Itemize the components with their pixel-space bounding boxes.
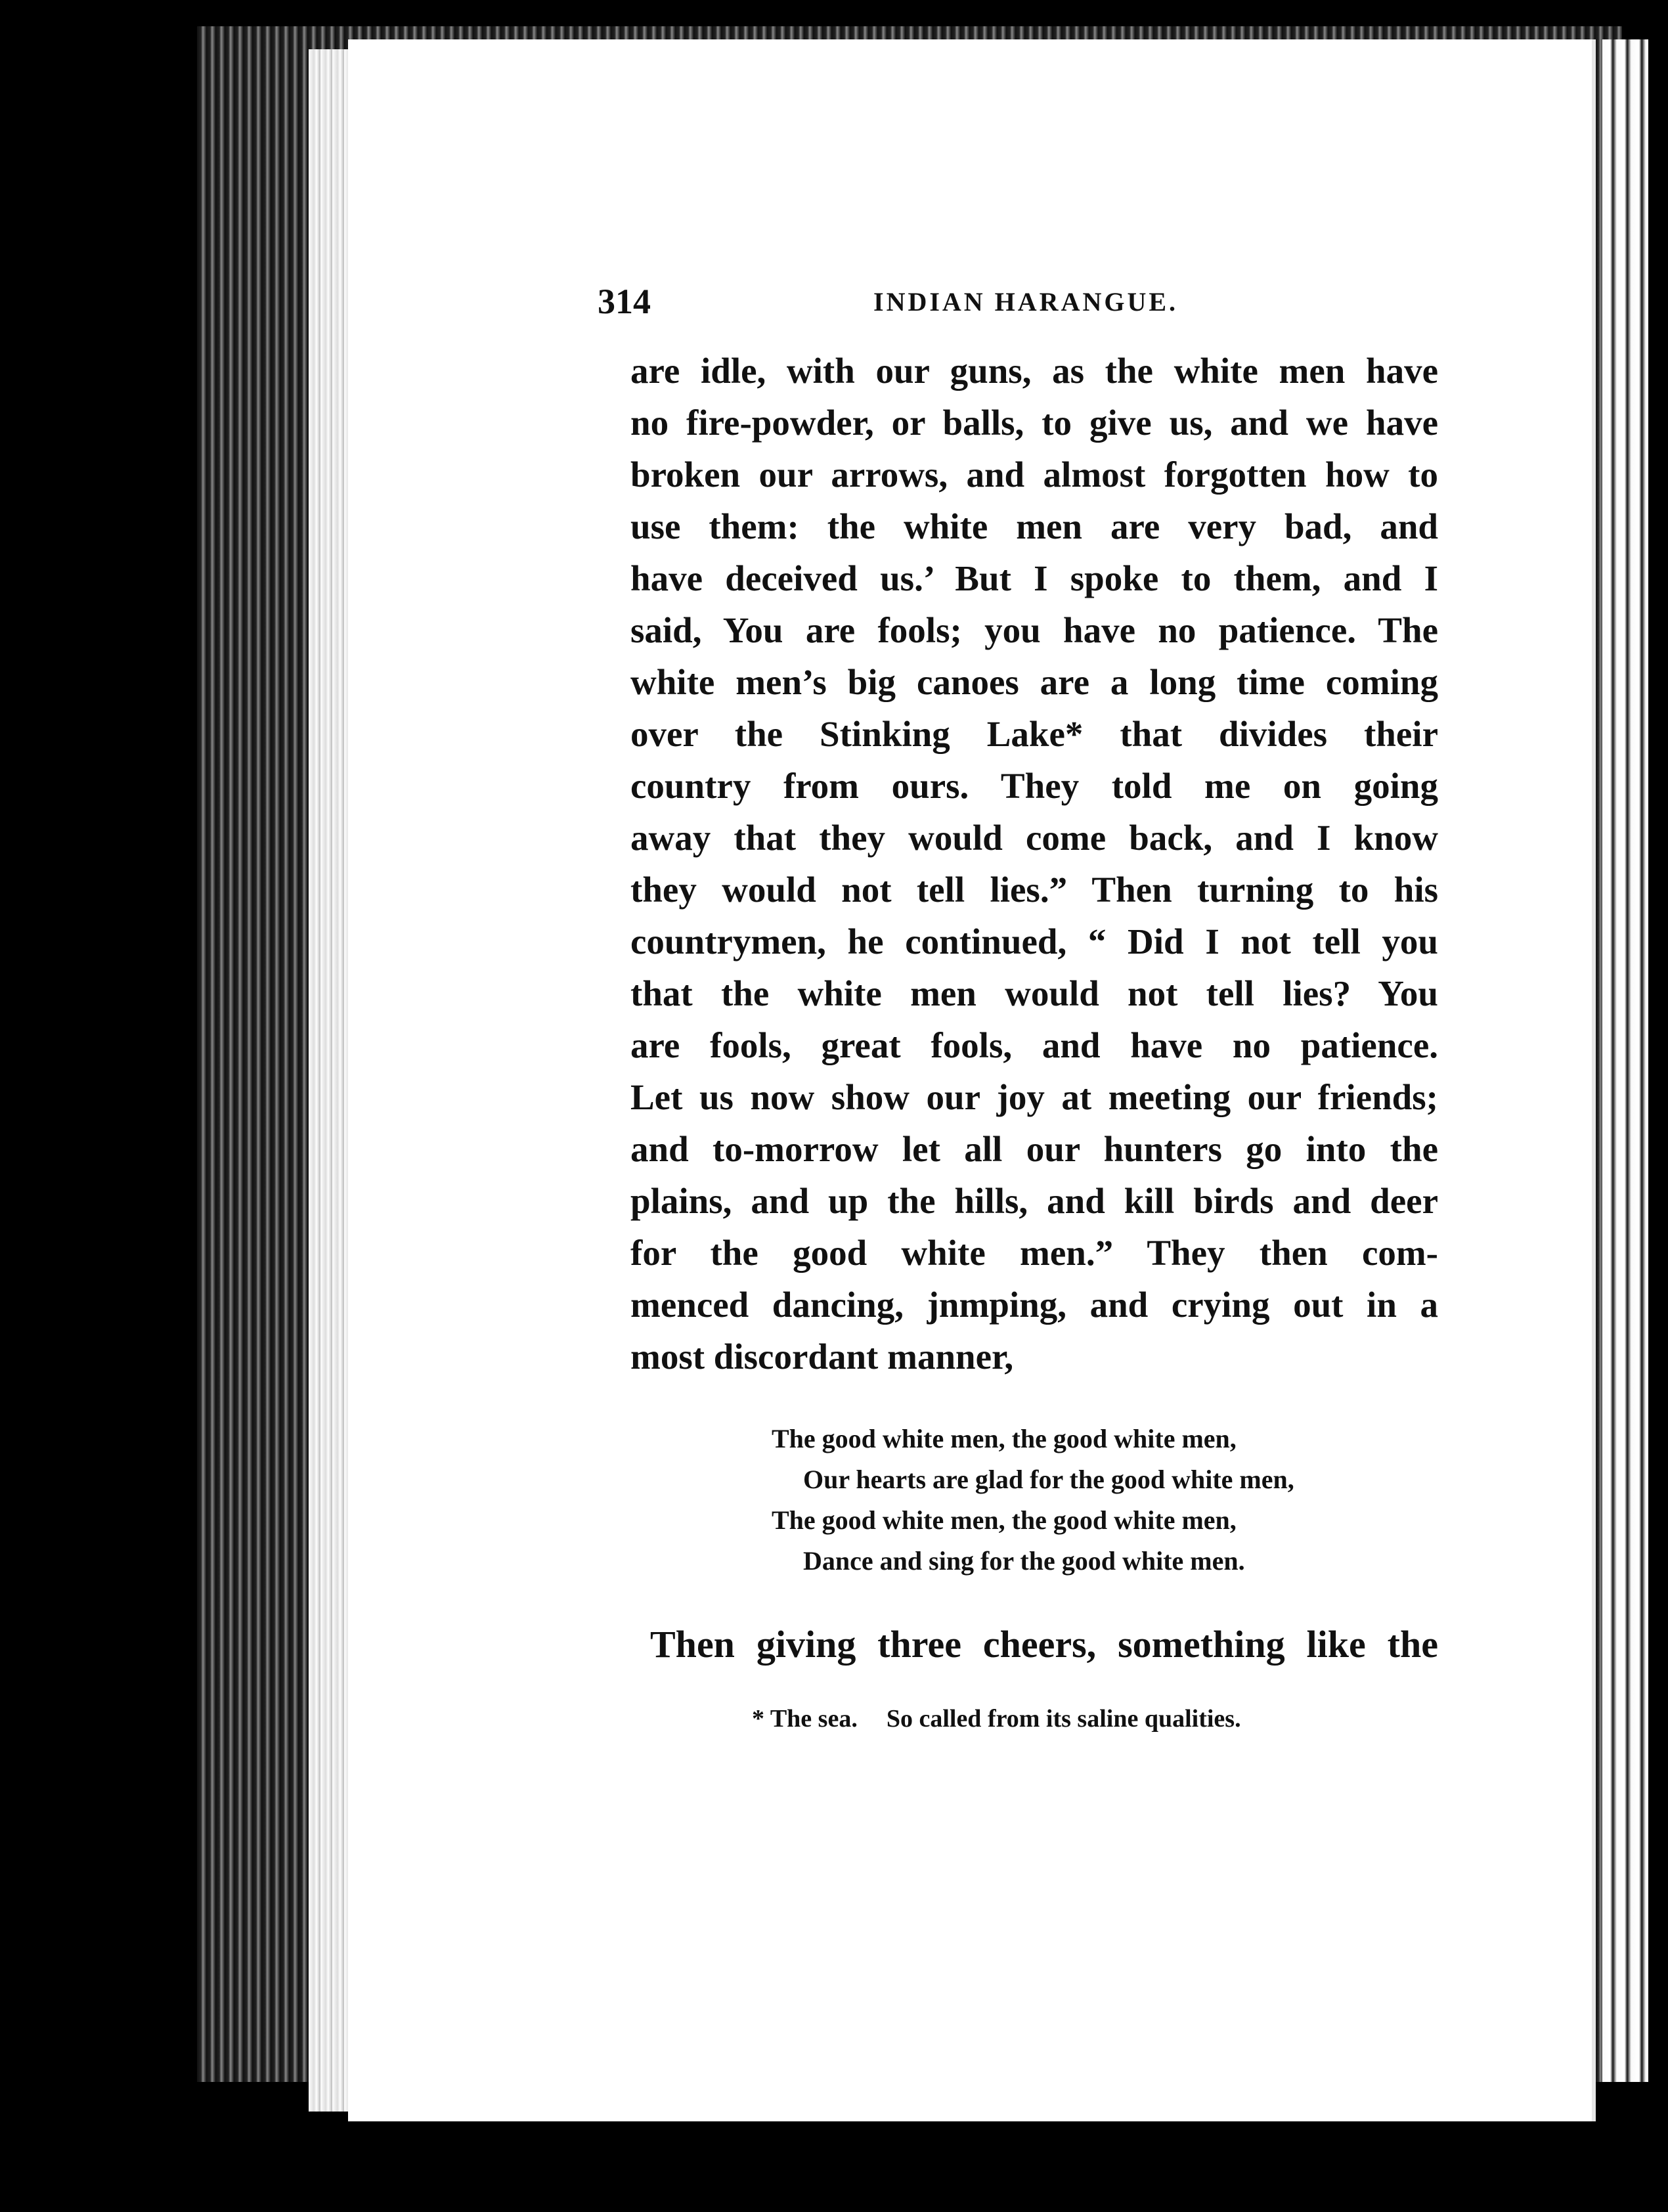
verse-line: The good white men, the good white men,	[772, 1505, 1237, 1535]
body-line: are idle, with our guns, as the white men have	[630, 351, 1438, 391]
body-line: countrymen, he continued, “ Did I not tell you	[630, 921, 1438, 962]
body-line: that the white men would not tell lies? You	[630, 973, 1438, 1013]
body-line: said, You are fools; you have no patience. The	[630, 610, 1438, 650]
footnote-marker: * The sea.	[752, 1705, 858, 1733]
body-line: away that they would come back, and I know	[630, 818, 1438, 858]
body-line: country from ours. They told me on going	[630, 766, 1438, 806]
running-head	[598, 281, 1438, 327]
body-line: for the good white men.” They then com-	[630, 1233, 1438, 1273]
body-line: no fire-powder, or balls, to give us, and we have	[630, 403, 1438, 443]
body-line: plains, and up the hills, and kill birds and deer	[630, 1181, 1438, 1221]
page-number: 314	[598, 282, 651, 321]
verse-line: Our hearts are glad for the good white men,	[803, 1465, 1294, 1494]
continuation-line: Then giving three cheers, something like the	[650, 1623, 1438, 1666]
body-line: and to-morrow let all our hunters go into the	[630, 1129, 1438, 1169]
body-line: are fools, great fools, and have no patience.	[630, 1025, 1438, 1065]
body-text	[630, 345, 1438, 1382]
body-line: they would not tell lies.” Then turning to his	[630, 870, 1438, 910]
body-line: Let us now show our joy at meeting our friends;	[630, 1077, 1438, 1117]
footnote	[752, 1704, 1409, 1733]
verse-line: Dance and sing for the good white men.	[803, 1546, 1245, 1576]
body-line: broken our arrows, and almost forgotten how to	[630, 454, 1438, 495]
body-line: white men’s big canoes are a long time coming	[630, 662, 1438, 702]
footnote-text: So called from its saline qualities.	[886, 1705, 1241, 1733]
body-line: have deceived us.’ But I spoke to them, and I	[630, 558, 1438, 598]
body-line: over the Stinking Lake* that divides their	[630, 714, 1438, 754]
body-line: menced dancing, jnmping, and crying out in a	[630, 1285, 1438, 1325]
book-page-edges-right	[1602, 39, 1648, 2082]
body-line: most discordant manner,	[630, 1337, 1014, 1377]
verse-block	[772, 1419, 1363, 1582]
body-line: use them: the white men are very bad, and	[630, 506, 1438, 546]
verse-line: The good white men, the good white men,	[772, 1424, 1237, 1453]
running-head-title: INDIAN HARANGUE.	[873, 287, 1179, 317]
page-curl-edge	[309, 49, 348, 2112]
